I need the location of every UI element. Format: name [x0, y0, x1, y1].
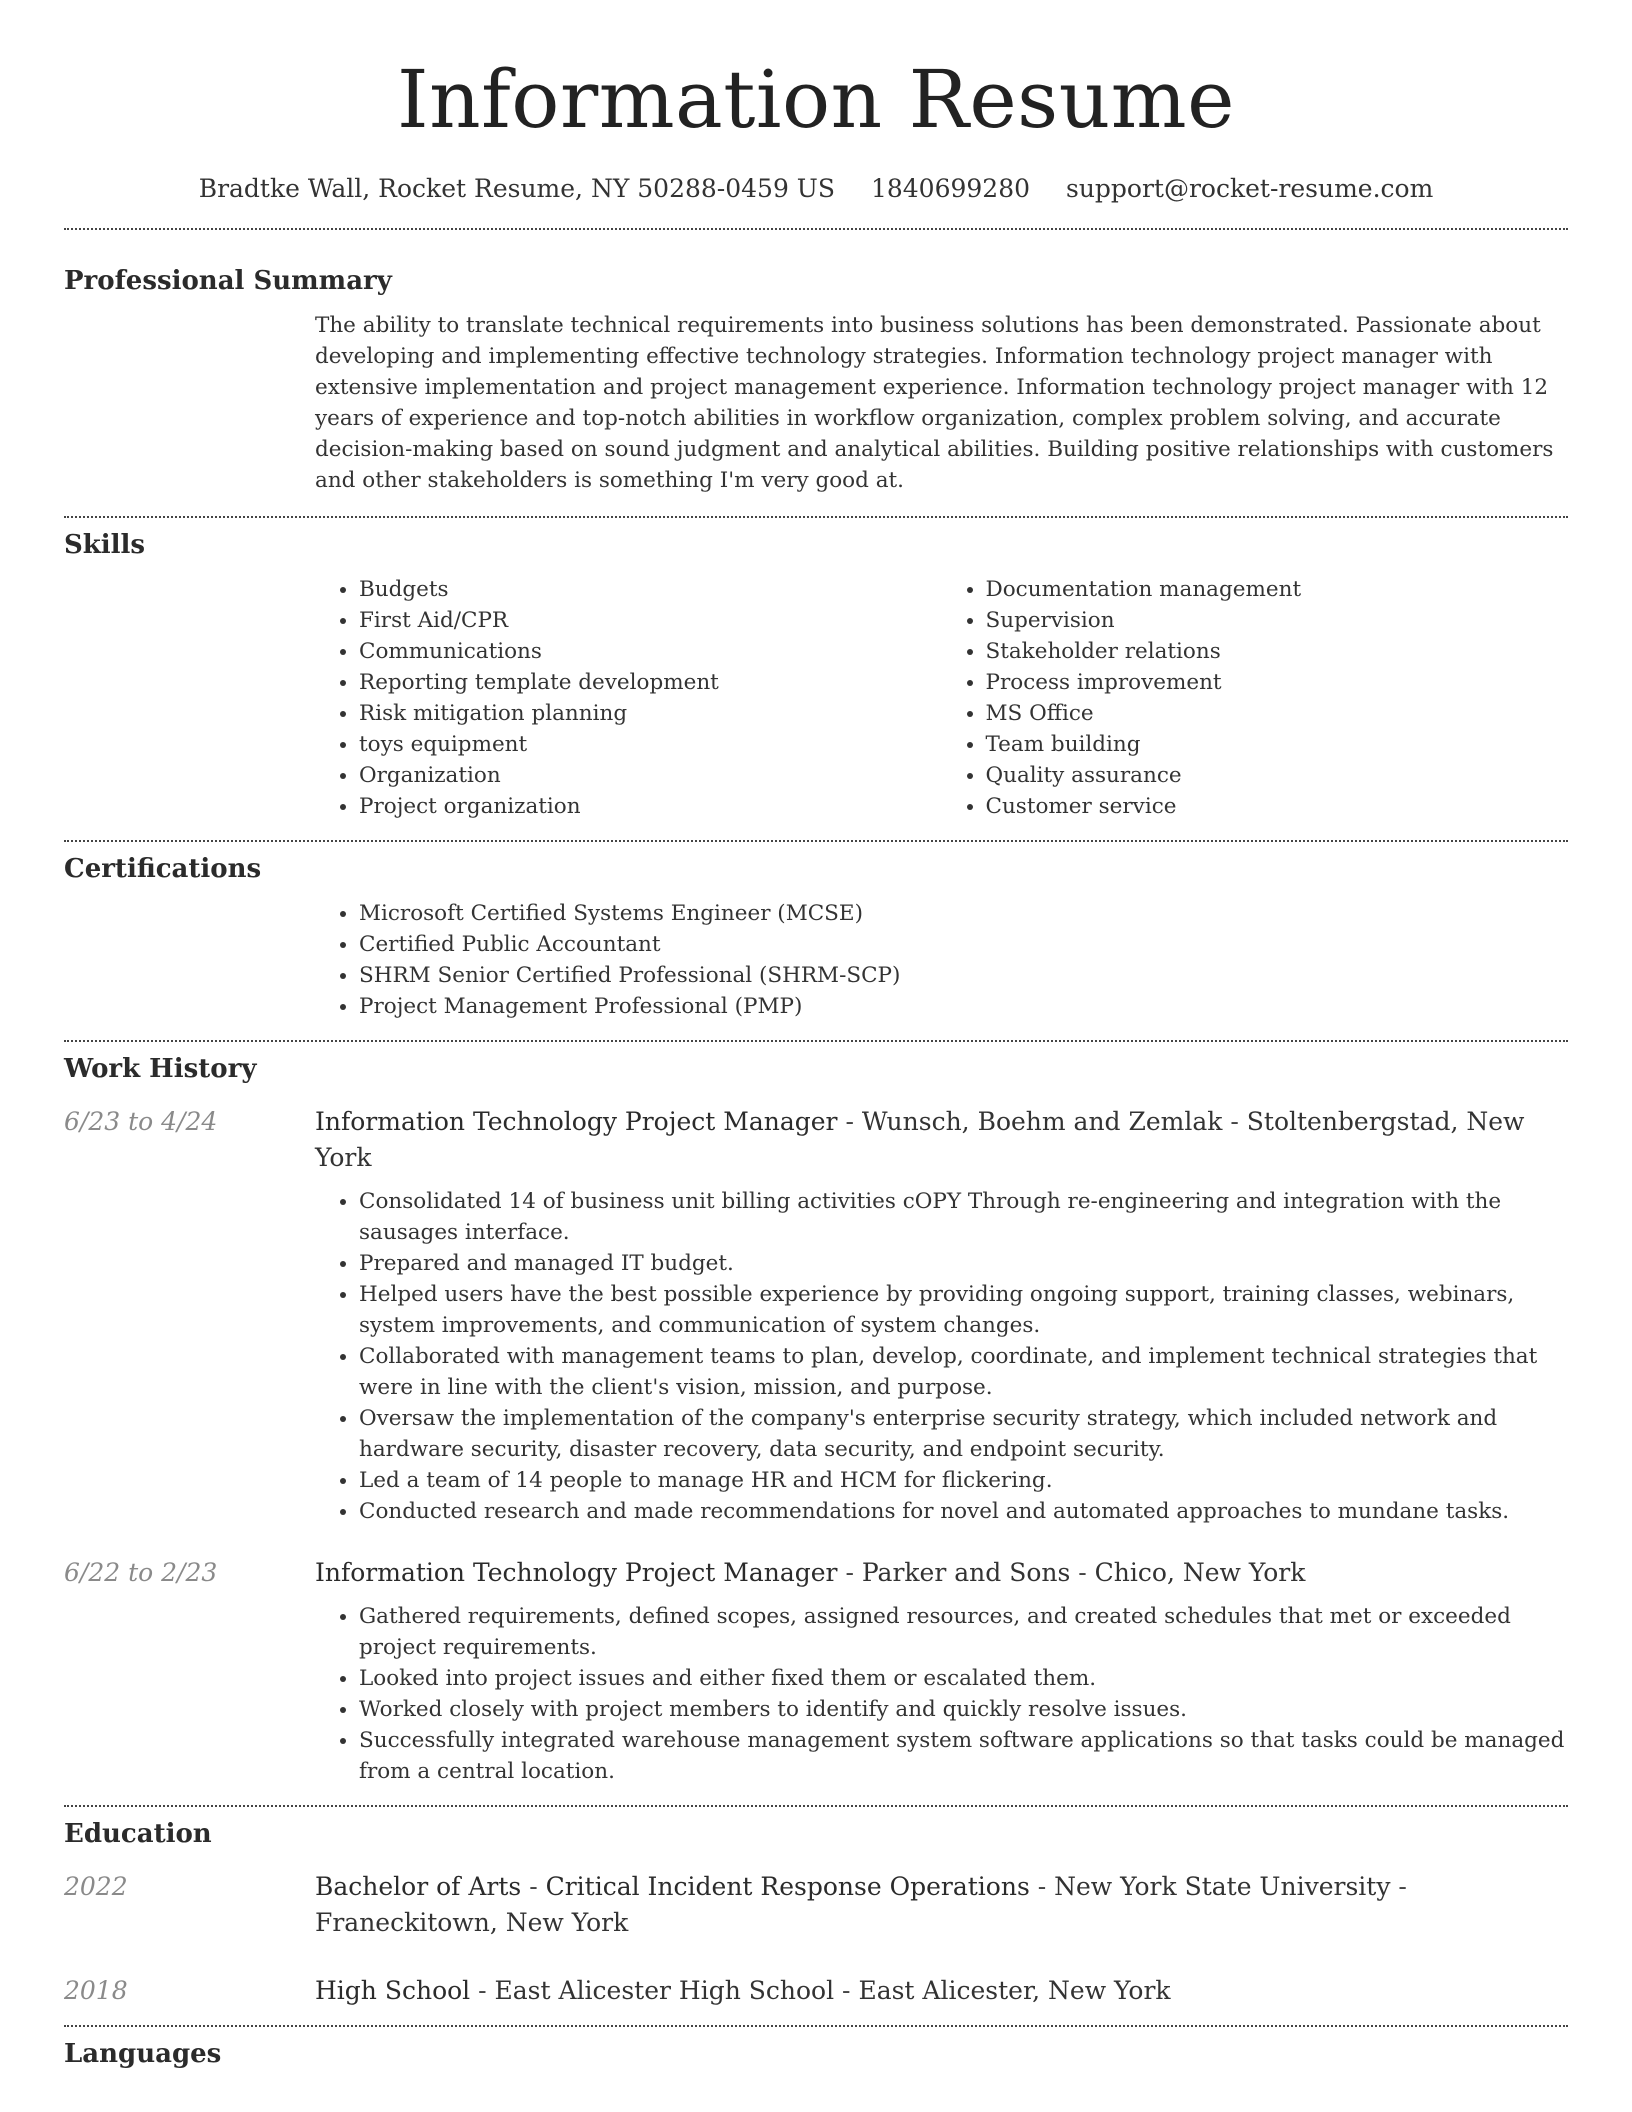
job-bullet: • Prepared and managed IT budget. [359, 1248, 1568, 1279]
skill-item: • Quality assurance [986, 760, 1569, 791]
job-bullet: • Gathered requirements, defined scopes, assigned resources, and created schedules that met or exceeded project requirements. [359, 1601, 1568, 1663]
section-heading-skills: Skills [64, 530, 146, 560]
job-location: Stoltenbergstad, New York [315, 1107, 1525, 1172]
contact-email[interactable]: support@rocket-resume.com [1065, 174, 1434, 203]
skill-item: • Process improvement [986, 667, 1569, 698]
section-heading-education: Education [64, 1819, 212, 1849]
skill-item: • Stakeholder relations [986, 636, 1569, 667]
divider [64, 840, 1568, 842]
education-title [315, 1973, 1568, 2009]
skill-item: • toys equipment [359, 729, 942, 760]
skill-item: • Supervision [986, 605, 1569, 636]
divider [64, 1805, 1568, 1807]
education-date: 2022 [64, 1872, 128, 1901]
job-bullet: • Led a team of 14 people to manage HR and HCM for flickering. [359, 1465, 1568, 1496]
skill-item: • MS Office [986, 698, 1569, 729]
job-bullet: • Collaborated with management teams to plan, develop, coordinate, and implement technical strategies that were in line with the client's vision, mission, and purpose. [359, 1341, 1568, 1403]
job-bullet: • Consolidated 14 of business unit billing activities cOPY Through re-engineering and integration with the sausages interface. [359, 1186, 1568, 1248]
contact-line [64, 172, 1568, 206]
separator: - [1390, 1872, 1407, 1901]
separator: - [1029, 1872, 1055, 1901]
divider [64, 2025, 1568, 2027]
separator: - [837, 1107, 862, 1136]
summary-text: The ability to translate technical requirements into business solutions has been demonstrated. Passionate about developing and implementing effective technology strategies. Information technology project manager with extensive implementation and project management experience. Information technology project manager with 12 years of experience and top-notch abilities in workflow organization, complex problem solving, and accurate decision-making based on sound judgment and analytical abilities. Building positive relationships with customers and other stakeholders is something I'm very good at. [315, 313, 1554, 493]
education-entry [64, 1973, 1568, 2009]
divider [64, 516, 1568, 518]
job-company: Wunsch, Boehm and Zemlak [861, 1107, 1223, 1136]
separator: - [1222, 1107, 1247, 1136]
contact-address: Bradtke Wall, Rocket Resume, NY 50288-0459 US [198, 174, 836, 203]
resume-title: Information Resume [397, 53, 1235, 146]
job-bullet: • Helped users have the best possible experience by providing ongoing support, training classes, webinars, system improvements, and communication of system changes. [359, 1279, 1568, 1341]
job-bullets [315, 1186, 1568, 1527]
certification-item: • SHRM Senior Certified Professional (SHRM-SCP) [359, 960, 1568, 991]
skill-item: • First Aid/CPR [359, 605, 942, 636]
skill-item: • Organization [359, 760, 942, 791]
education-degree: Bachelor of Arts [315, 1872, 522, 1901]
certification-item: • Microsoft Certified Systems Engineer (MCSE) [359, 898, 1568, 929]
skill-item: • Risk mitigation planning [359, 698, 942, 729]
separator: - [1070, 1558, 1095, 1587]
job-company: Parker and Sons [861, 1558, 1071, 1587]
education-entry [64, 1869, 1568, 1941]
divider [64, 1040, 1568, 1042]
separator: - [834, 1976, 859, 2005]
job-bullet: • Looked into project issues and either fixed them or escalated them. [359, 1663, 1568, 1694]
section-heading-languages: Languages [64, 2039, 222, 2069]
education-date: 2018 [64, 1976, 128, 2005]
separator: - [837, 1558, 862, 1587]
education-degree: High School [315, 1976, 471, 2005]
separator: - [470, 1976, 495, 2005]
divider [64, 228, 1568, 230]
job-entry [64, 1555, 1568, 1787]
education-field: Critical Incident Response Operations [545, 1872, 1030, 1901]
skills-column-right [942, 574, 1569, 822]
job-bullet: • Conducted research and made recommendations for novel and automated approaches to mundane tasks. [359, 1496, 1568, 1527]
job-bullets [315, 1601, 1568, 1787]
education-location: Franeckitown, New York [315, 1908, 629, 1937]
job-date: 6/23 to 4/24 [64, 1107, 218, 1136]
section-heading-summary: Professional Summary [64, 266, 392, 296]
skill-item: • Team building [986, 729, 1569, 760]
section-heading-work-history: Work History [64, 1054, 257, 1084]
job-bullet: • Worked closely with project members to identify and quickly resolve issues. [359, 1694, 1568, 1725]
skill-item: • Customer service [986, 791, 1569, 822]
job-bullet: • Oversaw the implementation of the company's enterprise security strategy, which included network and hardware security, disaster recovery, data security, and endpoint security. [359, 1403, 1568, 1465]
job-title [315, 1555, 1568, 1591]
contact-phone: 1840699280 [870, 174, 1031, 203]
education-school: East Alicester High School [494, 1976, 835, 2005]
job-bullet: • Successfully integrated warehouse management system software applications so that tasks could be managed from a central location. [359, 1725, 1568, 1787]
skill-item: • Project organization [359, 791, 942, 822]
section-heading-certifications: Certifications [64, 854, 262, 884]
skills-column-left [315, 574, 942, 822]
education-title [315, 1869, 1568, 1941]
skill-item: • Budgets [359, 574, 942, 605]
job-entry [64, 1104, 1568, 1527]
job-location: Chico, New York [1094, 1558, 1306, 1587]
certifications-list [315, 898, 1568, 1022]
job-date: 6/22 to 2/23 [64, 1558, 218, 1587]
education-location: East Alicester, New York [858, 1976, 1171, 2005]
job-title [315, 1104, 1568, 1176]
skills-list [315, 574, 1568, 822]
separator: - [521, 1872, 546, 1901]
job-role: Information Technology Project Manager [315, 1107, 838, 1136]
job-role: Information Technology Project Manager [315, 1558, 838, 1587]
education-school: New York State University [1054, 1872, 1391, 1901]
skill-item: • Documentation management [986, 574, 1569, 605]
skill-item: • Communications [359, 636, 942, 667]
certification-item: • Project Management Professional (PMP) [359, 991, 1568, 1022]
certification-item: • Certified Public Accountant [359, 929, 1568, 960]
skill-item: • Reporting template development [359, 667, 942, 698]
